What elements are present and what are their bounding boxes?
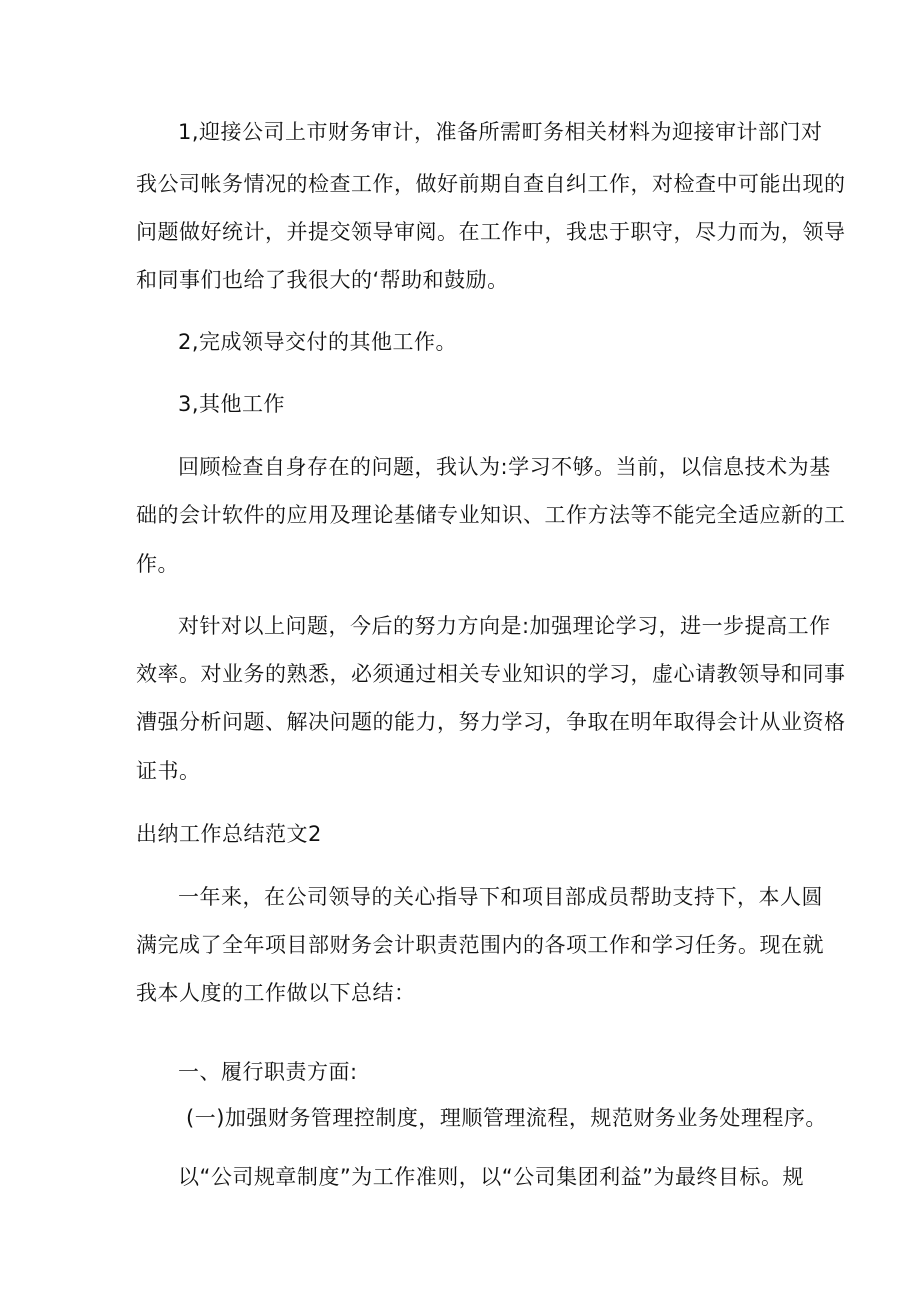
plan-line-4: 证书。 — [136, 759, 201, 783]
plan-line-2: 效率。对业务的熟悉，必须通过相关专业知识的学习，虚心请教领导和同事 — [136, 662, 846, 686]
duty-heading: 一、履行职责方面: — [178, 1060, 358, 1084]
paragraph-1-line-2: 我公司帐务情况的检查工作，做好前期自查自纠工作，对检查中可能出现的 — [136, 172, 846, 196]
paragraph-1-line-1: 1,迎接公司上市财务审计，准备所需町务相关材料为迎接审计部门对 — [178, 120, 823, 144]
subheading-1: (一)加强财务管理控制度，理顺管理流程，规范财务业务处理程序。 — [186, 1106, 827, 1130]
paragraph-1-line-4: 和同事们也给了我很大的‘帮助和鼓励。 — [136, 268, 509, 292]
paragraph-1-line-3: 问题做好统计，并提交领导审阅。在工作中，我忠于职守，尽力而为，领导 — [136, 220, 846, 244]
intro-line-2: 满完成了全年项目部财务会计职责范围内的各项工作和学习任务。现在就 — [136, 933, 824, 957]
review-line-2: 础的会计软件的应用及理论基储专业知识、工作方法等不能完全适应新的工 — [136, 503, 846, 527]
intro-line-1: 一年来，在公司领导的关心指导下和项目部成员帮助支持下，本人圆 — [178, 885, 823, 909]
plan-line-3: 漕强分析问题、解决问题的能力，努力学习，争取在明年取得会计从业资格 — [136, 710, 846, 734]
review-line-3: 作。 — [136, 552, 179, 576]
last-paragraph-line-1: 以“公司规章制度”为工作准则，以“公司集团利益”为最终目标。规 — [178, 1165, 805, 1189]
review-line-1: 回顾检查自身存在的问题，我认为:学习不够。当前，以信息技术为基 — [178, 455, 831, 479]
section-title: 出纳工作总结范文2 — [136, 822, 322, 846]
plan-line-1: 对针对以上问题，今后的努力方向是:加强理论学习，进一步提高工作 — [178, 614, 831, 638]
intro-line-3: 我本人度的工作做以下总结： — [136, 981, 416, 1005]
list-item-3: 3,其他工作 — [178, 392, 286, 416]
list-item-2: 2,完成领导交付的其他工作。 — [178, 330, 458, 354]
